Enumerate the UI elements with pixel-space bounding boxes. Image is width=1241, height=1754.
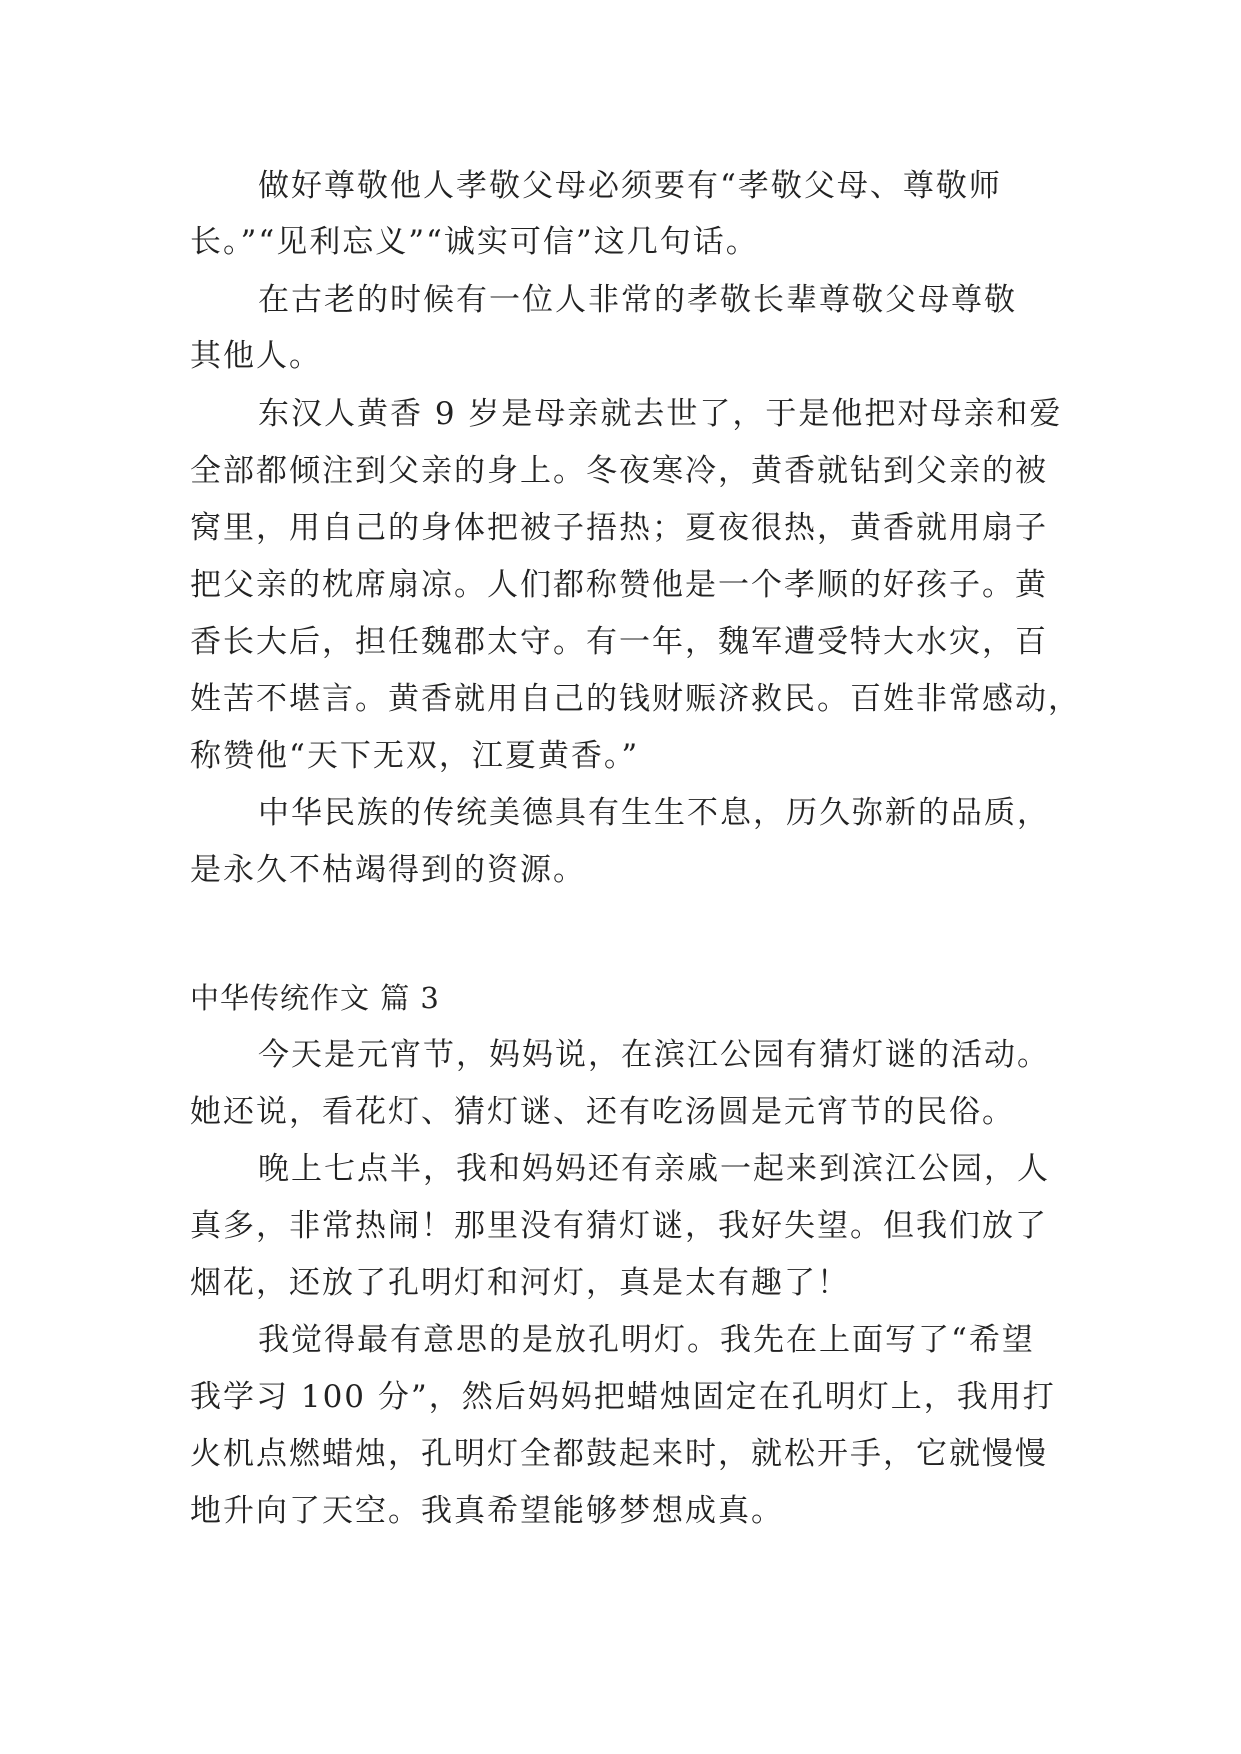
paragraph-line: 做好尊敬他人孝敬父母必须要有“孝敬父母、尊敬师 (258, 168, 1002, 204)
paragraph-line: 我学习 100 分”，然后妈妈把蜡烛固定在孔明灯上，我用打 (190, 1379, 1056, 1415)
paragraph-line: 我觉得最有意思的是放孔明灯。我先在上面写了“希望 (258, 1322, 1035, 1358)
paragraph-line: 中华民族的传统美德具有生生不息，历久弥新的品质， (258, 795, 1050, 831)
paragraph-line: 长。”“见利忘义”“诚实可信”这几句话。 (190, 224, 759, 260)
paragraph-line: 是永久不枯竭得到的资源。 (190, 852, 586, 888)
paragraph-line: 在古老的时候有一位人非常的孝敬长辈尊敬父母尊敬 (258, 282, 1017, 318)
paragraph-line: 今天是元宵节，妈妈说，在滨江公园有猜灯谜的活动。 (258, 1037, 1050, 1073)
paragraph-line: 晚上七点半，我和妈妈还有亲戚一起来到滨江公园，人 (258, 1151, 1050, 1187)
paragraph-line: 东汉人黄香 9 岁是母亲就去世了，于是他把对母亲和爱 (258, 396, 1063, 432)
paragraph-line: 把父亲的枕席扇凉。人们都称赞他是一个孝顺的好孩子。黄 (190, 567, 1048, 603)
paragraph-line: 真多，非常热闹！那里没有猜灯谜，我好失望。但我们放了 (190, 1208, 1048, 1244)
paragraph-line: 香长大后，担任魏郡太守。有一年，魏军遭受特大水灾，百 (190, 624, 1048, 660)
paragraph-line: 姓苦不堪言。黄香就用自己的钱财赈济救民。百姓非常感动， (190, 681, 1081, 717)
paragraph-line: 全部都倾注到父亲的身上。冬夜寒冷，黄香就钻到父亲的被 (190, 453, 1048, 489)
paragraph-line: 烟花，还放了孔明灯和河灯，真是太有趣了！ (190, 1265, 850, 1301)
paragraph-line: 窝里，用自己的身体把被子捂热；夏夜很热，黄香就用扇子 (190, 510, 1048, 546)
paragraph-line: 火机点燃蜡烛，孔明灯全都鼓起来时，就松开手，它就慢慢 (190, 1436, 1048, 1472)
paragraph-line: 其他人。 (190, 338, 322, 374)
section-heading: 中华传统作文 篇 3 (190, 981, 440, 1015)
paragraph-line: 称赞他“天下无双，江夏黄香。” (190, 738, 640, 774)
paragraph-line: 她还说，看花灯、猜灯谜、还有吃汤圆是元宵节的民俗。 (190, 1094, 1015, 1130)
paragraph-line: 地升向了天空。我真希望能够梦想成真。 (190, 1493, 784, 1529)
